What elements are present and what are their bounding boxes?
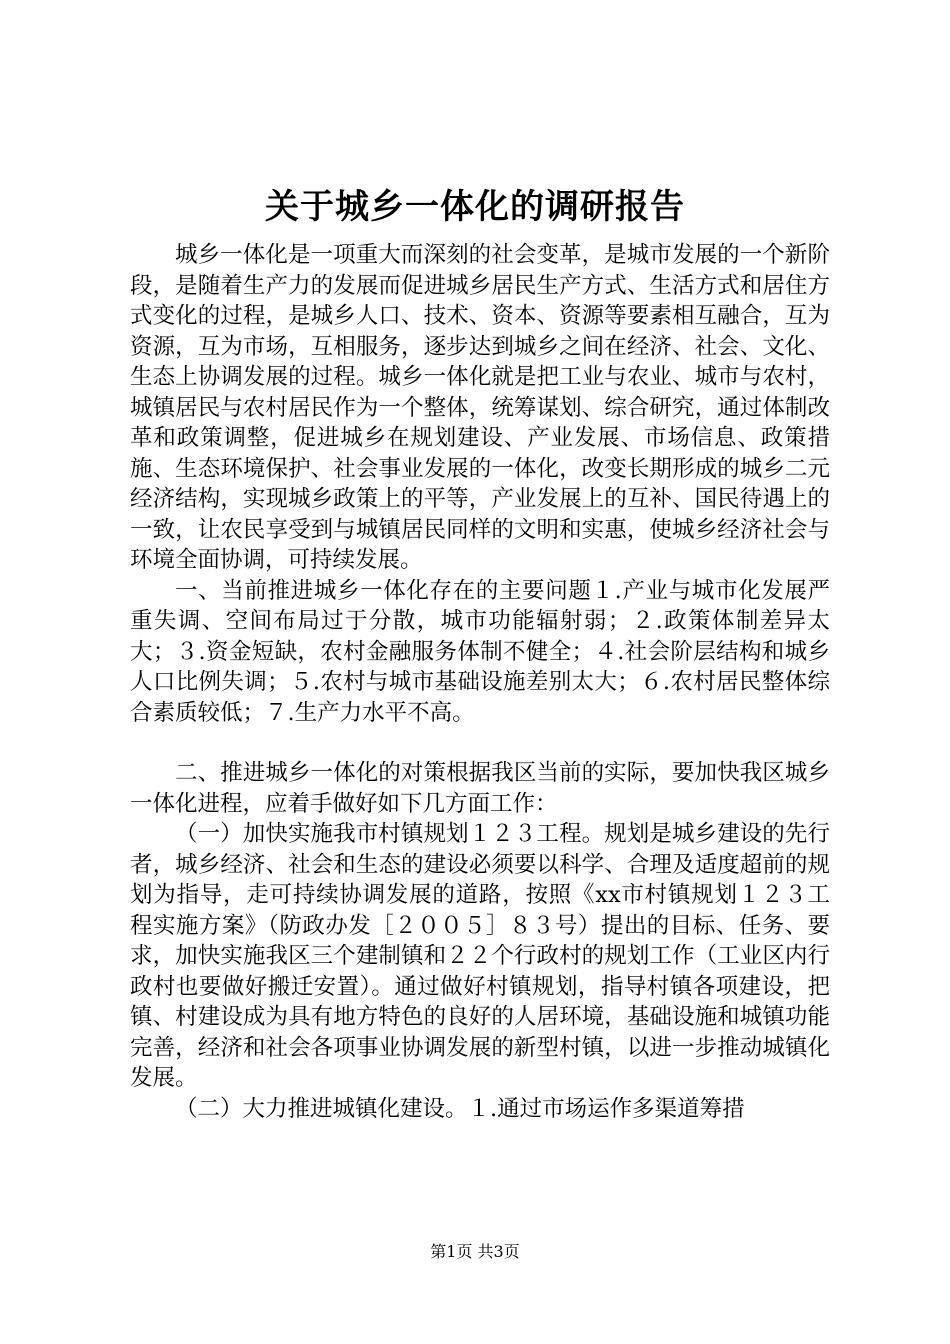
countermeasures-paragraph: 二、推进城乡一体化的对策根据我区当前的实际，要加快我区城乡一体化进程，应着手做好如下几方面工作： <box>130 760 830 817</box>
urbanization-paragraph: （二）大力推进城镇化建设。１.通过市场运作多渠道筹措 <box>175 1095 745 1122</box>
document-title: 关于城乡一体化的调研报告 <box>265 187 685 227</box>
planning-paragraph: （一）加快实施我市村镇规划１２３工程。规划是城乡建设的先行者，城乡经济、社会和生态的建设必须要以科学、合理及适度超前的规划为指导，走可持续协调发展的道路，按照《xx市村镇规划１２３工程实施方案》（防政办发［２００５］８３号）提出的目标、任务、要求，加快实施我区三个建制镇和２２个行政村的规划工作（工业区内行政村也要做好搬迁安置）。通过做好村镇规划，指导村镇各项建设，把镇、村建设成为具有地方特色的良好的人居环境，基础设施和城镇功能完善，经济和社会各项事业协调发展的新型村镇，以进一步推动城镇化发展。 <box>130 821 830 1091</box>
document-body <box>130 240 830 1124</box>
problems-paragraph: 一、当前推进城乡一体化存在的主要问题１.产业与城市化发展严重失调、空间布局过于分散，城市功能辐射弱；２.政策体制差异太大；３.资金短缺，农村金融服务体制不健全；４.社会阶层结构和城乡人口比例失调；５.农村与城市基础设施差别太大；６.农村居民整体综合素质较低；７.生产力水平不高。 <box>130 577 830 726</box>
page-number-footer: 第1页 共3页 <box>430 1242 520 1261</box>
intro-paragraph: 城乡一体化是一项重大而深刻的社会变革，是城市发展的一个新阶段，是随着生产力的发展而促进城乡居民生产方式、生活方式和居住方式变化的过程，是城乡人口、技术、资本、资源等要素相互融合，互为资源，互为市场，互相服务，逐步达到城乡之间在经济、社会、文化、生态上协调发展的过程。城乡一体化就是把工业与农业、城市与农村，城镇居民与农村居民作为一个整体，统筹谋划、综合研究，通过体制改革和政策调整，促进城乡在规划建设、产业发展、市场信息、政策措施、生态环境保护、社会事业发展的一体化，改变长期形成的城乡二元经济结构，实现城乡政策上的平等，产业发展上的互补、国民待遇上的一致，让农民享受到与城镇居民同样的文明和实惠，使城乡经济社会与环境全面协调，可持续发展。 <box>130 242 830 573</box>
